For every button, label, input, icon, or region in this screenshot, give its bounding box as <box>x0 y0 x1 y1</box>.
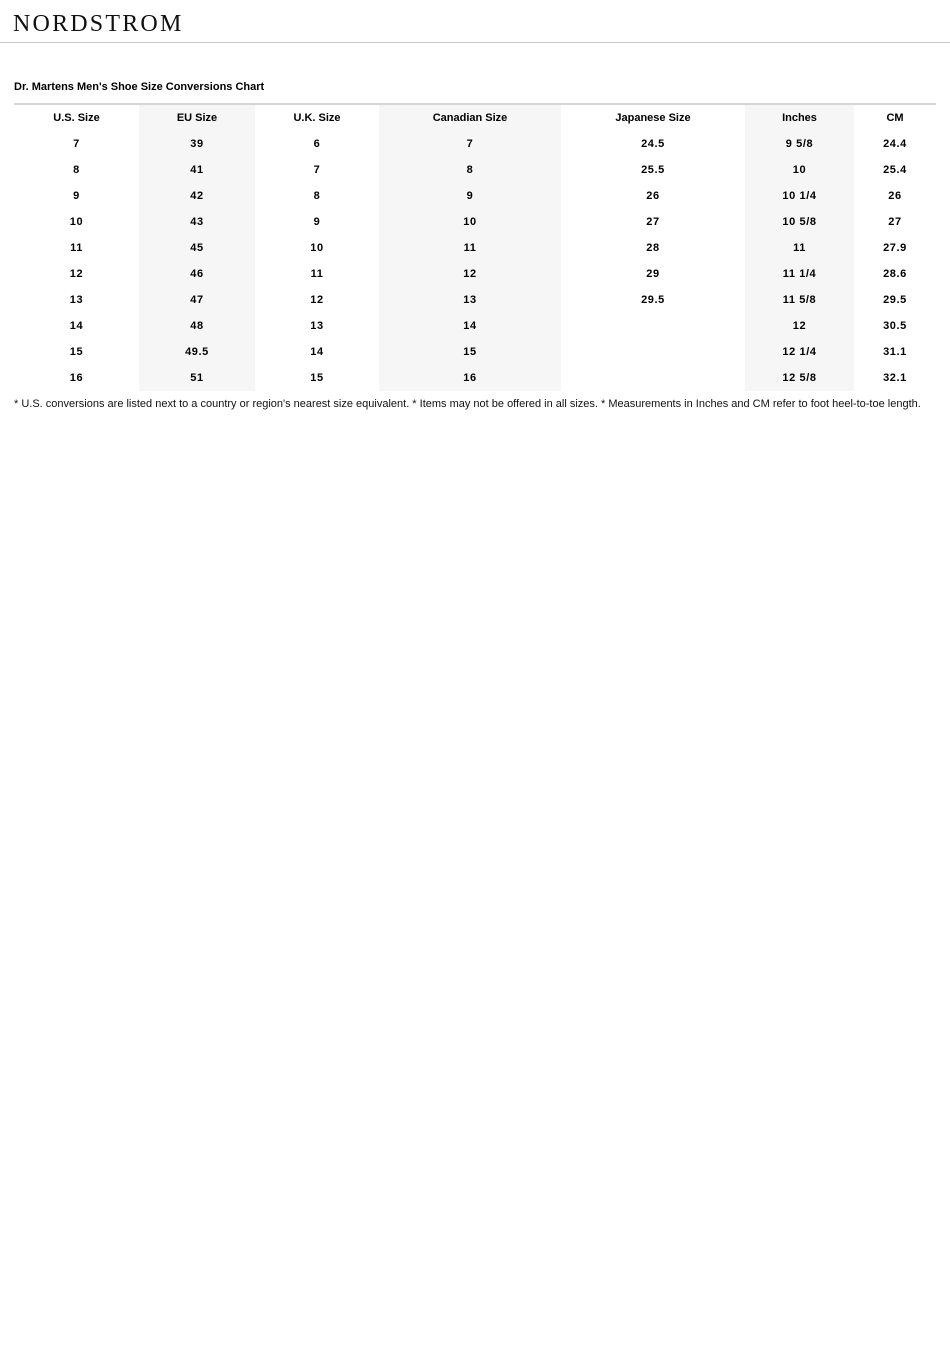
table-cell: 26 <box>888 190 902 202</box>
column-header: CM <box>886 112 904 124</box>
column-header: EU Size <box>139 104 255 131</box>
table-cell: 10 <box>310 242 324 254</box>
table-row <box>14 157 936 183</box>
table-cell: 11 <box>745 235 854 261</box>
table-cell: 12 <box>745 313 854 339</box>
table-cell: 12 <box>310 294 324 306</box>
table-cell: 12 1/4 <box>745 339 854 365</box>
table-cell: 41 <box>139 157 255 183</box>
table-cell: 11 1/4 <box>745 261 854 287</box>
table-cell: 16 <box>69 372 84 384</box>
table-row <box>14 365 936 391</box>
column-header: U.K. Size <box>293 112 341 124</box>
table-cell: 15 <box>310 372 324 384</box>
table-cell: 30.5 <box>883 320 907 332</box>
column-header: Japanese Size <box>615 112 691 124</box>
table-cell: 28 <box>646 242 660 254</box>
table-row <box>14 339 936 365</box>
column-header: Canadian Size <box>379 104 561 131</box>
table-cell: 9 <box>379 183 561 209</box>
table-cell: 10 1/4 <box>745 183 854 209</box>
chart-title: Dr. Martens Men's Shoe Size Conversions Chart <box>14 81 265 93</box>
table-cell: 8 <box>379 157 561 183</box>
table-cell: 9 <box>73 190 80 202</box>
table-cell: 24.5 <box>641 138 665 150</box>
chart-footnote: * U.S. conversions are listed next to a country or region's nearest size equivalent. * Items may not be offered in all sizes. * Measurements in Inches and CM refer to foot heel-to-toe length. <box>14 398 921 410</box>
table-cell: 14 <box>379 313 561 339</box>
table-cell: 39 <box>139 131 255 157</box>
table-cell: 26 <box>646 190 660 202</box>
table-cell: 24.4 <box>883 138 907 150</box>
table-cell: 29.5 <box>883 294 907 306</box>
table-cell: 10 <box>745 157 854 183</box>
table-cell: 48 <box>139 313 255 339</box>
table-cell: 13 <box>69 294 84 306</box>
page-header <box>0 0 950 43</box>
table-cell <box>561 313 745 339</box>
table-row <box>14 261 936 287</box>
table-cell: 10 <box>379 209 561 235</box>
table-cell <box>561 365 745 391</box>
table-cell: 6 <box>313 138 321 150</box>
size-conversion-table <box>14 103 936 391</box>
table-row <box>14 235 936 261</box>
table-cell: 8 <box>313 190 321 202</box>
table-cell: 49.5 <box>139 339 255 365</box>
nordstrom-logo[interactable]: NORDSTROM <box>13 11 184 37</box>
table-cell: 11 <box>70 242 83 254</box>
table-cell: 32.1 <box>883 372 907 384</box>
table-cell: 42 <box>139 183 255 209</box>
table-cell: 47 <box>139 287 255 313</box>
table-cell: 14 <box>310 346 324 358</box>
table-cell: 9 <box>313 216 321 228</box>
table-cell: 12 5/8 <box>745 365 854 391</box>
table-cell: 16 <box>379 365 561 391</box>
column-header: Inches <box>745 104 854 131</box>
table-cell: 13 <box>310 320 324 332</box>
table-cell: 7 <box>313 164 321 176</box>
table-cell: 43 <box>139 209 255 235</box>
table-cell: 29.5 <box>641 294 665 306</box>
table-cell: 7 <box>73 138 80 150</box>
table-cell: 13 <box>379 287 561 313</box>
table-cell: 25.5 <box>641 164 665 176</box>
table-cell: 46 <box>139 261 255 287</box>
table-cell: 27.9 <box>883 242 907 254</box>
table-row <box>14 209 936 235</box>
table-cell: 12 <box>379 261 561 287</box>
table-cell: 28.6 <box>883 268 907 280</box>
table-cell: 15 <box>69 346 84 358</box>
table-body <box>14 131 936 391</box>
table-cell: 25.4 <box>883 164 907 176</box>
table-cell <box>561 339 745 365</box>
table-header-row <box>14 104 936 131</box>
table-cell: 27 <box>888 216 902 228</box>
table-cell: 31.1 <box>883 346 907 358</box>
table-row <box>14 287 936 313</box>
table-cell: 7 <box>379 131 561 157</box>
table-cell: 11 <box>310 268 324 280</box>
table-row <box>14 313 936 339</box>
table-cell: 12 <box>69 268 84 280</box>
table-row <box>14 183 936 209</box>
table-cell: 14 <box>69 320 84 332</box>
table-cell: 15 <box>379 339 561 365</box>
table-cell: 11 5/8 <box>745 287 854 313</box>
table-cell: 11 <box>379 235 561 261</box>
table-cell: 10 5/8 <box>745 209 854 235</box>
table-cell: 51 <box>139 365 255 391</box>
table-cell: 8 <box>73 164 80 176</box>
table-cell: 10 <box>69 216 84 228</box>
column-header: U.S. Size <box>53 112 100 124</box>
table-cell: 45 <box>139 235 255 261</box>
table-cell: 27 <box>646 216 660 228</box>
table-cell: 9 5/8 <box>745 131 854 157</box>
table-cell: 29 <box>646 268 660 280</box>
table-row <box>14 131 936 157</box>
